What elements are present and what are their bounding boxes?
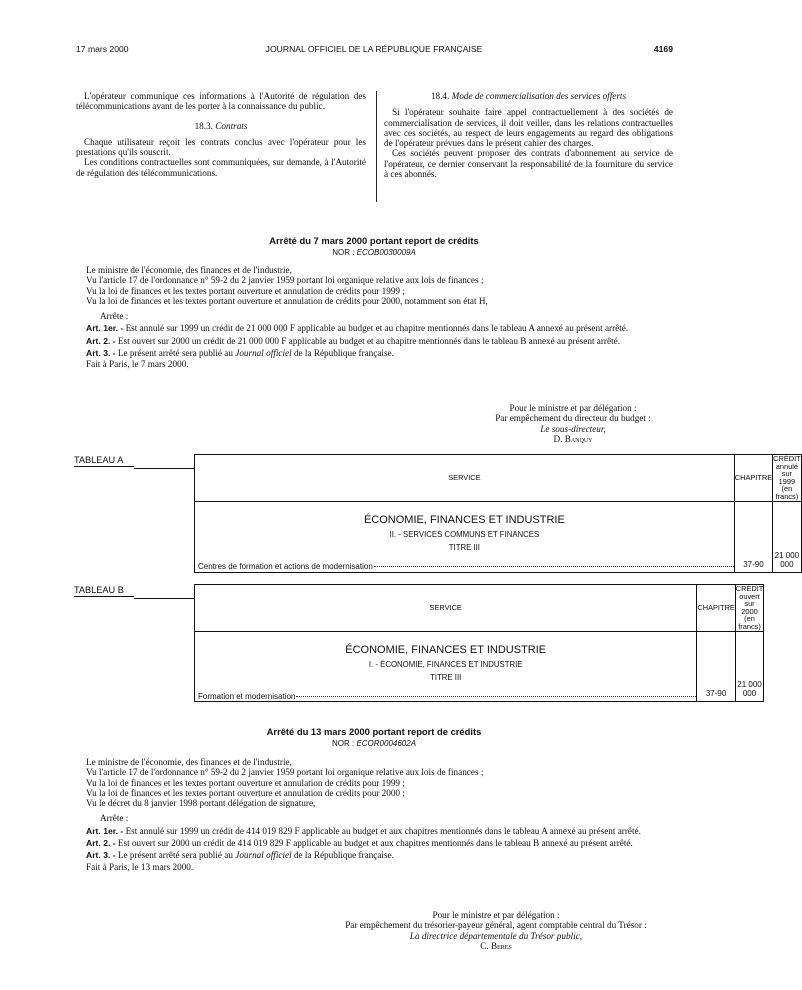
- article-text: Le présent arrêté sera publié au: [117, 348, 233, 359]
- row-label: Formation et modernisation: [198, 691, 296, 701]
- col-service: SERVICE: [195, 455, 735, 502]
- signature-line: Par empêchement du directeur du budget :: [495, 413, 651, 424]
- arrete2-fait: Fait à Paris, le 13 mars 2000.: [86, 861, 194, 872]
- arrete2-nor-code: ECOR0004602A: [356, 739, 417, 748]
- table-row: [195, 692, 696, 701]
- arrete1-body: [76, 265, 673, 370]
- article-text: Est annulé sur 1999 un crédit de 414 019 829 F applicable au budget et aux chapitres mentionnés dans le tableau A annexé au présent arrêté.: [125, 825, 641, 836]
- col-chapitre: CHAPITRE: [697, 585, 735, 632]
- tableau-a-chapitre: 37-90: [734, 501, 772, 572]
- credit-header-line: sur 2000: [741, 599, 758, 616]
- signature-name: C. Beres: [480, 940, 512, 951]
- arrete1-title: Arrêté du 7 mars 2000 portant report de crédits: [269, 235, 479, 246]
- arrete1-nor-code: ECOB0030009A: [356, 248, 416, 257]
- dot-leader: [296, 696, 696, 697]
- arrete1-visa: Le ministre de l'économie, des finances et de l'industrie,: [86, 265, 292, 275]
- tableau-a-service-cell: [195, 501, 735, 572]
- signature-role: Le sous-directeur,: [540, 423, 606, 434]
- tableau-b-credit: 21 000 000: [735, 631, 764, 701]
- header-page-number: 4169: [653, 44, 673, 54]
- tableau-b-titre: TITRE III: [430, 672, 462, 682]
- arrete1-signature: [463, 403, 683, 444]
- left-heading: [76, 121, 366, 131]
- signature-name: D. Banquy: [553, 433, 593, 444]
- tableau-b-label: TABLEAU B: [74, 585, 134, 597]
- article-italic: Journal officiel: [235, 348, 292, 359]
- row-label: Centres de formation et actions de modernisation: [198, 561, 373, 571]
- credit-header-line: sur 1999: [778, 469, 796, 486]
- article-label: Art. 3. -: [86, 348, 116, 359]
- tableau-b-rule: [134, 598, 194, 599]
- credit-header-line: (en francs): [775, 484, 799, 501]
- col-service: SERVICE: [195, 585, 697, 632]
- left-paragraph-1: L'opérateur communique ces informations à l'Autorité de régulation des télécommunications avant de les porter à la connaissance du public.: [76, 91, 366, 112]
- arrete1-article-1: [76, 323, 673, 333]
- credit-header-line: (en francs): [738, 614, 761, 631]
- tableau-a-credit: 21 000 000: [773, 501, 802, 572]
- article-text: Est annulé sur 1999 un crédit de 21 000 000 F applicable au budget et au chapitre mentionnés dans le tableau A annexé au présent arrêté.: [125, 323, 629, 334]
- article-text: de la République française.: [293, 850, 394, 861]
- arrete1-visa: Vu l'article 17 de l'ordonnance n° 59-2 du 2 janvier 1959 portant loi organique relative aux lois de finances ;: [86, 275, 484, 286]
- arrete1-visa: Vu la loi de finances et les textes portant ouverture et annulation de crédits pour 1999 ;: [86, 285, 405, 296]
- tableau-a-titre: TITRE III: [448, 542, 480, 552]
- arrete2-visa: Vu la loi de finances et les textes portant ouverture et annulation de crédits pour 1999 ;: [86, 777, 405, 788]
- col-chapitre: CHAPITRE: [734, 455, 772, 502]
- right-heading-title: Mode de commercialisation des services offerts: [451, 91, 627, 101]
- tableau-b-service-cell: [195, 631, 697, 701]
- article-italic: Journal officiel: [235, 850, 292, 861]
- article-label: Art. 1er. -: [86, 323, 124, 334]
- arrete1-nor: [0, 248, 748, 257]
- arrete2-body: [76, 757, 673, 872]
- left-paragraph-3: Les conditions contractuelles sont communiquées, sur demande, à l'Autorité de régulation des télécommunications.: [76, 157, 366, 178]
- right-heading-number: 18.4.: [430, 91, 450, 101]
- right-paragraph-1: Si l'opérateur souhaite faire appel contractuellement à des sociétés de commercialisation de services, il doit veiller, dans les relations contractuelles avec ces sociétés, au respect de leurs engagements au regard des obligations de l'opérateur prévues dans le présent cahier des charges.: [384, 107, 673, 149]
- article-label: Art. 3. -: [86, 850, 116, 861]
- signature-role: La directrice départementale du Trésor public,: [409, 930, 583, 941]
- tableau-a: [194, 454, 802, 573]
- credit-header-line: annulé: [775, 461, 798, 471]
- arrete2-article-1: [76, 826, 673, 836]
- tableau-a-rule: [134, 468, 194, 469]
- tableau-b: [194, 584, 764, 702]
- arrete2-arrete: Arrête :: [100, 813, 129, 824]
- left-heading-number: 18.3.: [194, 120, 213, 131]
- arrete1-arrete: Arrête :: [100, 311, 129, 322]
- tableau-b-section: ÉCONOMIE, FINANCES ET INDUSTRIE: [345, 643, 547, 656]
- tableau-a-section: ÉCONOMIE, FINANCES ET INDUSTRIE: [363, 513, 565, 526]
- arrete2-nor-label: NOR :: [331, 739, 355, 748]
- credit-header-line: CRÉDIT: [735, 584, 764, 593]
- article-text: de la République française.: [293, 348, 394, 359]
- article-text: Le présent arrêté sera publié au: [117, 850, 233, 861]
- signature-line: Pour le ministre et par délégation :: [432, 910, 560, 920]
- col-credit: [735, 585, 764, 632]
- article-text: Est ouvert sur 2000 un crédit de 21 000 000 F applicable au budget et au chapitre mentionnés dans le tableau B annexé au présent arrêté.: [117, 335, 620, 346]
- header-date: 17 mars 2000: [76, 44, 129, 54]
- column-divider: [376, 91, 377, 202]
- right-column: [384, 91, 673, 179]
- dot-leader: [374, 566, 734, 567]
- col-credit: [773, 455, 802, 502]
- arrete2-article-2: [76, 838, 673, 848]
- arrete2-visa: Vu la loi de finances et les textes portant ouverture et annulation de crédits pour 2000 ;: [86, 787, 405, 798]
- left-heading-title: Contrats: [215, 120, 248, 131]
- tableau-b-subsection: I. - ÉCONOMIE, FINANCES ET INDUSTRIE: [368, 659, 523, 669]
- arrete2-visa: Le ministre de l'économie, des finances et de l'industrie,: [86, 757, 292, 767]
- tableau-a-subsection: II. - SERVICES COMMUNS ET FINANCES: [389, 529, 540, 539]
- right-heading: [384, 91, 673, 101]
- left-paragraph-2: Chaque utilisateur reçoit les contrats conclus avec l'opérateur pour les prestations qu'ils souscrit.: [76, 136, 366, 158]
- arrete1-nor-label: NOR :: [332, 248, 355, 257]
- article-label: Art. 2. -: [86, 335, 116, 346]
- article-text: Est ouvert sur 2000 un crédit de 414 019 829 F applicable au budget et aux chapitres mentionnés dans le tableau B annexé au présent arrêté.: [117, 838, 633, 849]
- credit-header-line: CRÉDIT: [773, 454, 801, 463]
- signature-line: Pour le ministre et par délégation :: [509, 403, 637, 413]
- arrete2-article-3: [76, 850, 673, 860]
- table-row: [195, 562, 734, 571]
- signature-line: Par empêchement du trésorier-payeur général, agent comptable central du Trésor :: [345, 920, 647, 931]
- credit-header-line: ouvert: [739, 591, 760, 601]
- article-label: Art. 2. -: [86, 838, 116, 849]
- tableau-a-label: TABLEAU A: [74, 455, 134, 467]
- arrete1-fait: Fait à Paris, le 7 mars 2000.: [86, 359, 189, 370]
- arrete2-title: Arrêté du 13 mars 2000 portant report de crédits: [266, 726, 482, 737]
- arrete2-visa: Vu le décret du 8 janvier 1998 portant délégation de signature,: [86, 798, 316, 809]
- arrete2-signature: [306, 910, 686, 951]
- arrete1-article-3: [76, 348, 673, 358]
- article-label: Art. 1er. -: [86, 825, 124, 836]
- arrete2-visa: Vu l'article 17 de l'ordonnance n° 59-2 du 2 janvier 1959 portant loi organique relative aux lois de finances ;: [86, 767, 484, 778]
- arrete1-article-2: [76, 336, 673, 346]
- tableau-b-chapitre: 37-90: [697, 631, 735, 701]
- header-journal-title: JOURNAL OFFICIEL DE LA RÉPUBLIQUE FRANÇAISE: [265, 44, 483, 54]
- right-paragraph-2: Ces sociétés peuvent proposer des contrats d'abonnement au service de l'opérateur, ce dernier conservant la responsabilité de la fourniture du service à ces abonnés.: [384, 148, 673, 180]
- left-column: [76, 91, 366, 178]
- arrete2-nor: [0, 739, 748, 748]
- arrete1-visa: Vu la loi de finances et les textes portant ouverture et annulation de crédits pour 2000, notamment son état H,: [86, 295, 488, 306]
